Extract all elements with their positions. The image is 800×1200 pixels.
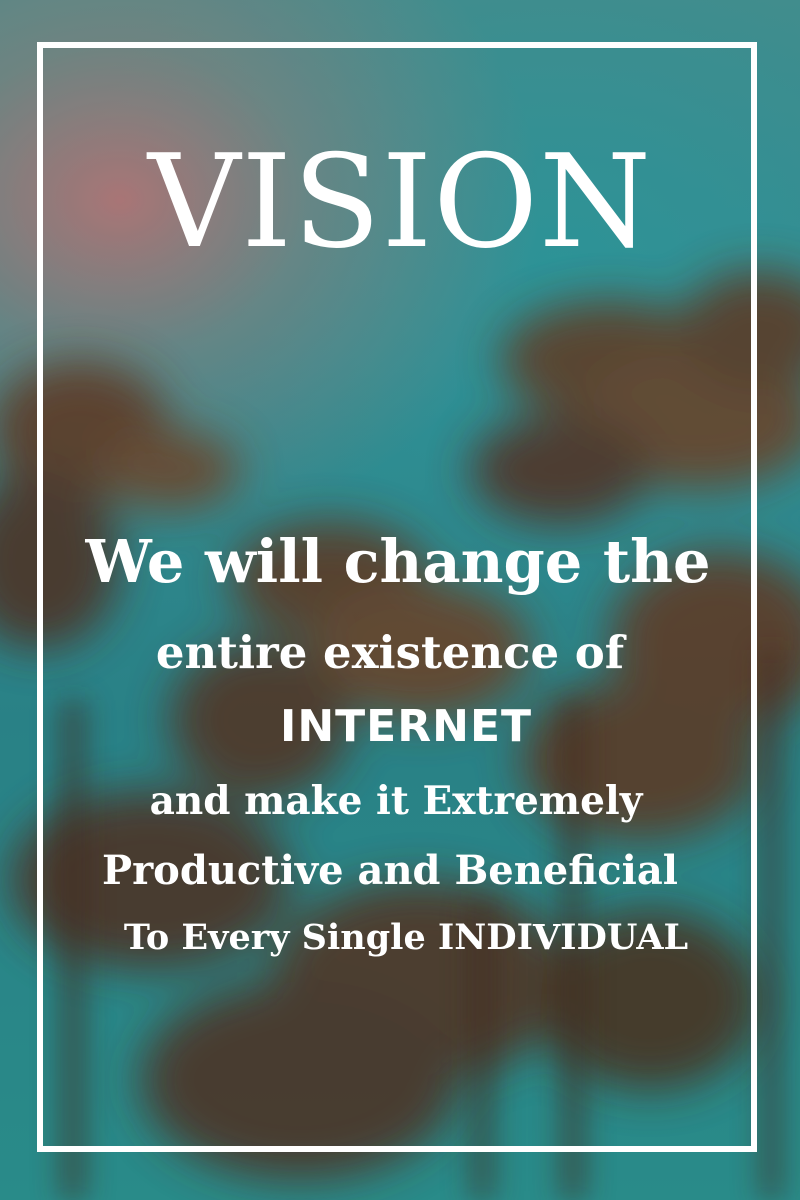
vision-title: VISION bbox=[147, 128, 653, 277]
statement-line-2: entire existence of bbox=[155, 626, 625, 679]
statement-line-5: Productive and Beneficial bbox=[102, 847, 678, 894]
statement-line-1: We will change the bbox=[85, 527, 711, 596]
statement-line-3: INTERNET bbox=[279, 701, 533, 752]
statement-line-4: and make it Extremely bbox=[149, 778, 643, 824]
statement-line-6: To Every Single INDIVIDUAL bbox=[123, 917, 689, 958]
